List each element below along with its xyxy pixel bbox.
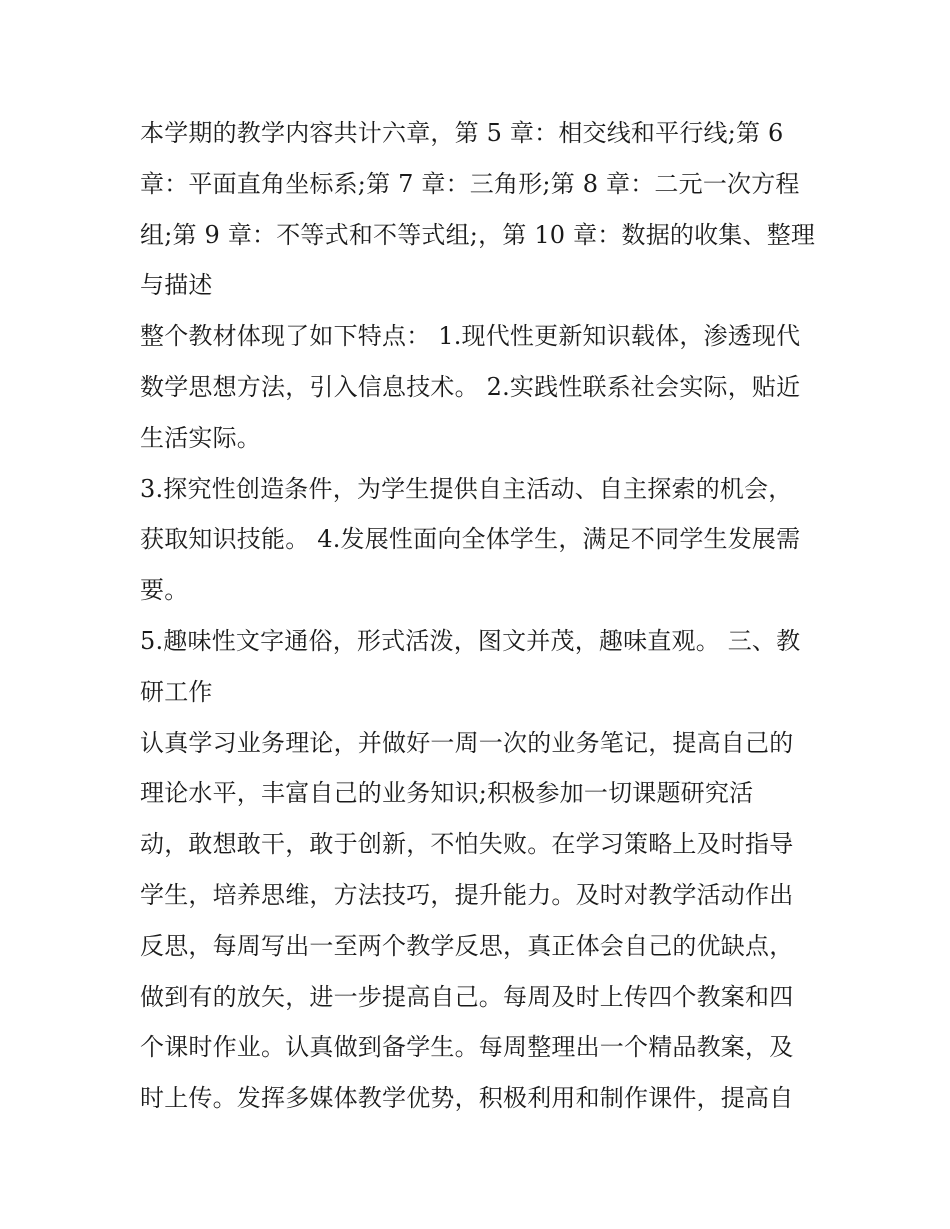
text-line: 数学思想方法，引入信息技术。 2.实践性联系社会实际，贴近 [140, 372, 801, 401]
text-line: 做到有的放矢，进一步提高自己。每周及时上传四个教案和四 [140, 982, 794, 1011]
text-line: 要。 [140, 576, 189, 605]
text-line: 生活实际。 [140, 423, 261, 452]
text-line: 时上传。发挥多媒体教学优势，积极利用和制作课件，提高自 [140, 1084, 794, 1113]
text-line: 与描述 [140, 271, 213, 300]
text-line: 个课时作业。认真做到备学生。每周整理出一个精品教案，及 [140, 1033, 794, 1062]
text-line: 获取知识技能。 4.发展性面向全体学生，满足不同学生发展需 [140, 525, 801, 554]
text-line: 本学期的教学内容共计六章，第 5 章：相交线和平行线;第 6 [140, 119, 784, 147]
text-line: 组;第 9 章：不等式和不等式组;，第 10 章：数据的收集、整理 [140, 220, 816, 249]
document-body [140, 108, 820, 1124]
text-line: 研工作 [140, 677, 213, 706]
text-line: 5.趣味性文字通俗，形式活泼，图文并茂，趣味直观。 三、教 [140, 626, 801, 655]
text-line: 认真学习业务理论，并做好一周一次的业务笔记，提高自己的 [140, 728, 794, 757]
text-line: 理论水平，丰富自己的业务知识;积极参加一切课题研究活 [140, 779, 754, 808]
text-line: 反思，每周写出一至两个教学反思，真正体会自己的优缺点， [140, 931, 794, 960]
text-line: 3.探究性创造条件，为学生提供自主活动、自主探索的机会， [140, 474, 793, 503]
text-line: 学生，培养思维，方法技巧，提升能力。及时对教学活动作出 [140, 880, 794, 909]
text-line: 章：平面直角坐标系;第 7 章：三角形;第 8 章：二元一次方程 [140, 169, 800, 198]
text-line: 动，敢想敢干，敢于创新，不怕失败。在学习策略上及时指导 [140, 830, 794, 859]
text-line: 整个教材体现了如下特点： 1.现代性更新知识载体，渗透现代 [140, 322, 801, 351]
